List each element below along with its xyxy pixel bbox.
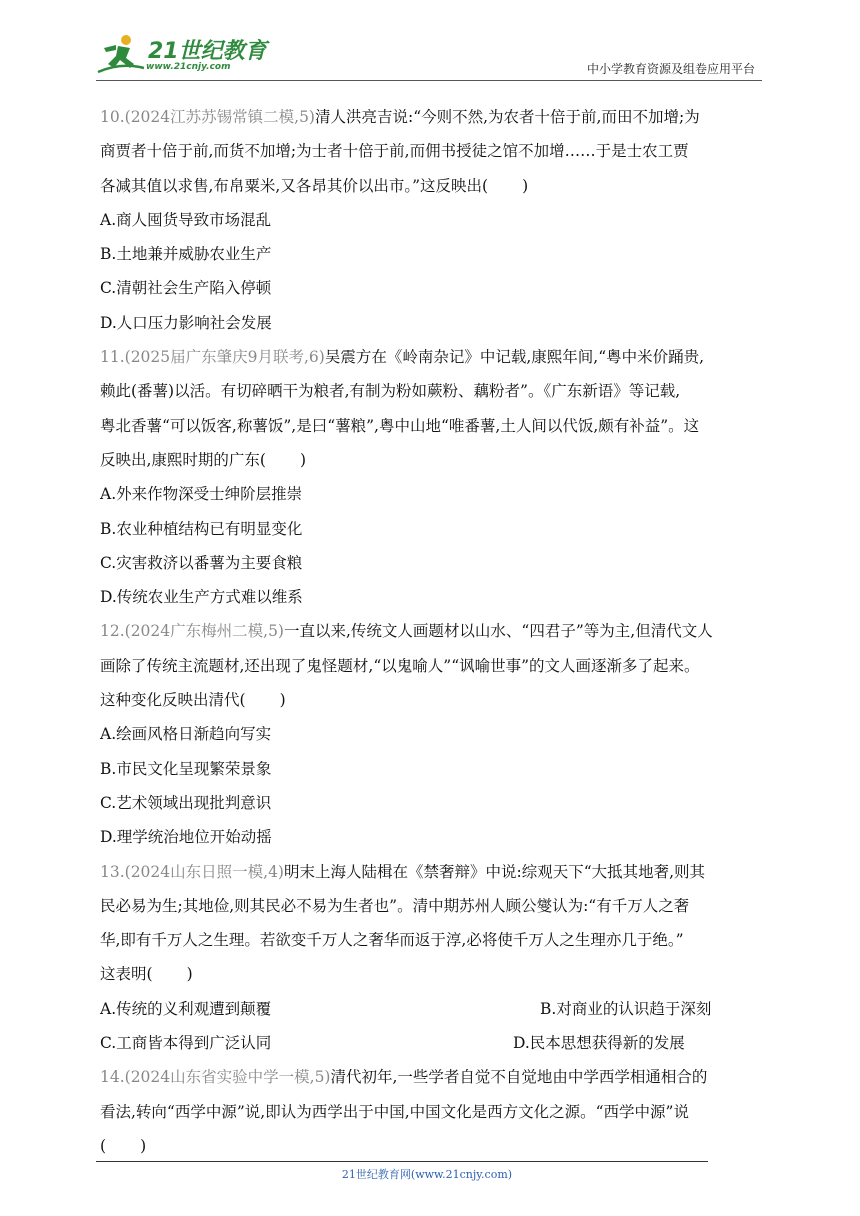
question-13 (100, 855, 764, 1061)
closing-paren: ) (522, 176, 529, 195)
option-d[interactable]: D.民本思想获得新的发展 (513, 1034, 685, 1053)
question-text: 吴震方在《岭南杂记》中记载,康熙年间,“粤中米价踊贵, (324, 348, 705, 367)
closing-paren: ) (279, 691, 286, 710)
option-b[interactable]: B.市民文化呈现繁荣景象 (100, 759, 272, 778)
question-source: 12.(2024广东梅州二模,5) (100, 622, 284, 641)
option-b[interactable]: B.对商业的认识趋于深刻 (540, 999, 712, 1018)
runner-icon (96, 32, 146, 76)
question-10 (100, 100, 764, 340)
footer-link[interactable]: 21世纪教育网(www.21cnjy.com) (341, 1168, 513, 1181)
question-source: 13.(2024山东日照一模,4) (100, 862, 284, 881)
question-text: 各减其值以求售,布帛粟米,又各昂其价以出市。”这反映出( (100, 176, 489, 195)
question-text: 清代初年,一些学者自觉不自觉地由中学西学相通相合的 (330, 1068, 708, 1087)
page-header (0, 0, 860, 92)
option-c[interactable]: C.工商皆本得到广泛认同 (100, 1034, 272, 1053)
option-a[interactable]: A.绘画风格日渐趋向写实 (100, 725, 272, 744)
question-text: 一直以来,传统文人画题材以山水、“四君子”等为主,但清代文人 (283, 622, 713, 641)
closing-paren: ) (299, 450, 307, 469)
option-d[interactable]: D.理学统治地位开始动摇 (100, 828, 272, 847)
question-list (100, 100, 764, 1163)
option-d[interactable]: D.人口压力影响社会发展 (100, 313, 272, 332)
question-11 (100, 340, 764, 614)
question-text: 这表明( (100, 965, 153, 984)
question-source: 14.(2024山东省实验中学一模,5) (100, 1068, 331, 1087)
question-text: 这种变化反映出清代( (100, 691, 246, 710)
question-text: 反映出,康熙时期的广东( (100, 450, 266, 469)
question-text: ( (100, 1136, 107, 1155)
option-a[interactable]: A.传统的义利观遭到颠覆 (100, 999, 272, 1018)
question-text: 清人洪亮吉说:“今则不然,为农者十倍于前,而田不加增;为 (314, 108, 700, 126)
logo (96, 32, 266, 78)
question-text: 商贾者十倍于前,而货不加增;为士者十倍于前,而佣书授徒之馆不加增……于是士农工贾 (100, 142, 689, 161)
question-text: 看法,转向“西学中源”说,即认为西学出于中国,中国文化是西方文化之源。“西学中源”说 (100, 1102, 689, 1121)
question-text: 粤北香薯“可以饭客,称薯饭”,是曰“薯粮”,粤中山地“唯番薯,土人间以代饭,颇有补益”。这 (100, 416, 700, 435)
closing-paren: ) (140, 1136, 147, 1155)
logo-text: 21世纪教育 (148, 39, 267, 64)
question-text: 明末上海人陆楫在《禁奢辩》中说:综观天下“大抵其地奢,则其 (283, 862, 706, 881)
option-c[interactable]: C.清朝社会生产陷入停顿 (100, 279, 272, 298)
option-d[interactable]: D.传统农业生产方式难以维系 (100, 588, 303, 607)
question-source: 10.(2024江苏苏锡常镇二模,5) (100, 108, 315, 126)
option-c[interactable]: C.艺术领域出现批判意识 (100, 793, 272, 812)
header-divider (96, 80, 762, 81)
question-text: 赖此(番薯)以活。有切碎晒干为粮者,有制为粉如蕨粉、藕粉者”。《广东新语》等记载, (100, 382, 681, 401)
closing-paren: ) (186, 965, 193, 984)
question-12 (100, 614, 764, 854)
question-source: 11.(2025届广东肇庆9月联考,6) (100, 348, 325, 367)
question-text: 画除了传统主流题材,还出现了鬼怪题材,“以鬼喻人”“讽喻世事”的文人画逐渐多了起来。 (100, 656, 700, 675)
question-text: 民必易为生;其地俭,则其民必不易为生者也”。清中期苏州人顾公燮认为:“有千万人之奢 (100, 896, 690, 915)
question-14 (100, 1060, 764, 1163)
question-text: 华,即有千万人之生理。若欲变千万人之奢华而返于淳,必将使千万人之生理亦几于绝。” (100, 931, 684, 950)
logo-url: www.21cnjy.com (146, 62, 231, 72)
option-c[interactable]: C.灾害救济以番薯为主要食粮 (100, 553, 303, 572)
option-a[interactable]: A.商人囤货导致市场混乱 (100, 210, 272, 229)
option-b[interactable]: B.土地兼并威胁农业生产 (100, 245, 272, 264)
footer-divider (96, 1161, 708, 1162)
option-a[interactable]: A.外来作物深受士绅阶层推崇 (100, 485, 303, 504)
option-b[interactable]: B.农业种植结构已有明显变化 (100, 519, 303, 538)
platform-title: 中小学教育资源及组卷应用平台 (586, 62, 755, 76)
